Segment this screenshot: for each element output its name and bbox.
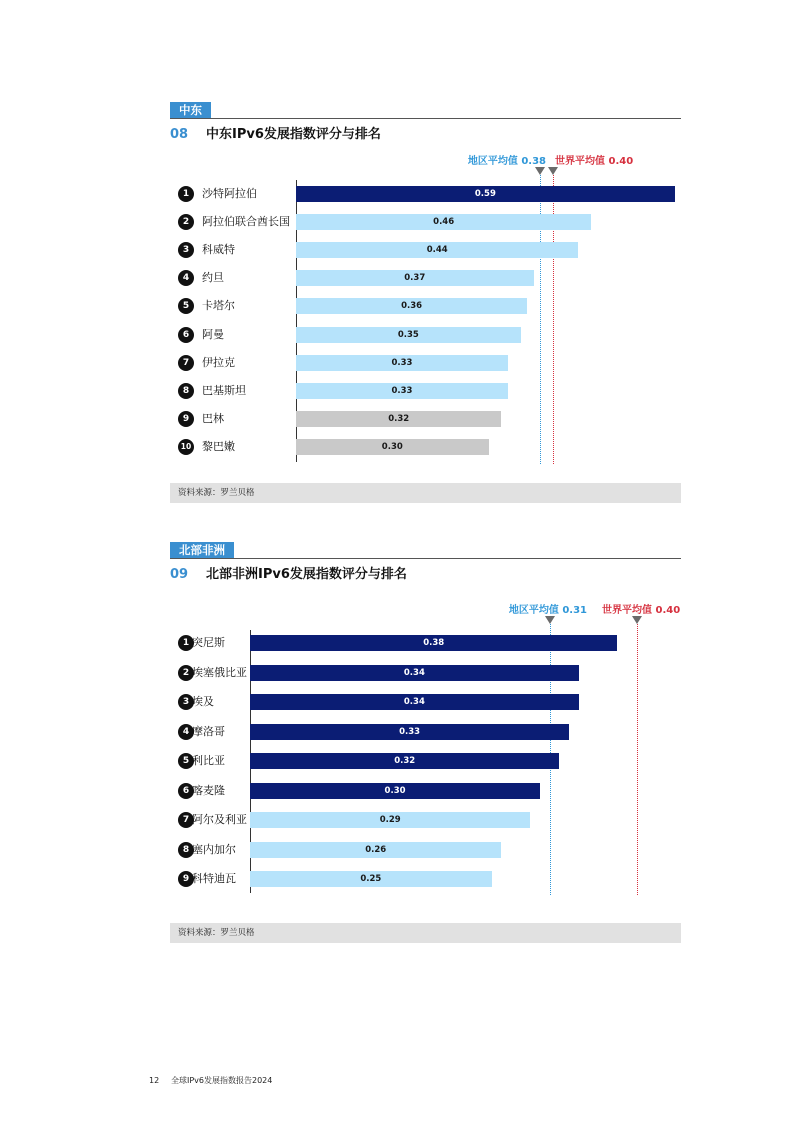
country-label: 科特迪瓦 <box>192 872 236 885</box>
country-label: 阿尔及利亚 <box>192 813 247 826</box>
bar-value-label: 0.59 <box>474 189 496 199</box>
bar <box>296 327 521 343</box>
region-tab: 中东 <box>170 102 211 118</box>
country-label: 塞内加尔 <box>192 842 236 856</box>
rank-badge: 4 <box>178 724 194 740</box>
rank-badge: 10 <box>178 439 194 455</box>
regional-average-label: 地区平均值 0.38 <box>467 156 546 167</box>
bar-value-label: 0.33 <box>391 357 413 368</box>
world-average-label: 世界平均值 0.40 <box>555 156 634 167</box>
rank-badge: 6 <box>178 783 194 799</box>
country-label: 黎巴嫩 <box>202 439 235 453</box>
country-label: 阿拉伯联合酋长国 <box>202 215 290 229</box>
regional-average-label: 地区平均值 0.31 <box>508 605 587 616</box>
chart-row <box>170 721 681 743</box>
country-label: 卡塔尔 <box>202 299 235 313</box>
rank-badge: 8 <box>178 842 194 858</box>
bar-value-label: 0.30 <box>381 441 403 452</box>
chart-row <box>170 780 681 802</box>
country-label: 沙特阿拉伯 <box>202 187 257 200</box>
chart-number: 08 <box>170 127 189 142</box>
page-number: 12 <box>149 1076 160 1085</box>
world-average-marker <box>632 616 642 624</box>
country-label: 突尼斯 <box>192 636 225 649</box>
rank-badge: 9 <box>178 871 194 887</box>
rank-badge: 1 <box>178 186 194 202</box>
bar-value-label: 0.38 <box>423 638 445 648</box>
bar-value-label: 0.32 <box>388 413 410 424</box>
bar-value-label: 0.44 <box>426 245 448 256</box>
chart-row <box>170 408 681 430</box>
country-label: 科威特 <box>202 243 235 257</box>
report-title: 全球IPv6发展指数报告2024 <box>171 1076 273 1085</box>
bar-value-label: 0.29 <box>379 815 401 825</box>
rank-badge: 6 <box>178 327 194 343</box>
country-label: 巴基斯坦 <box>202 383 246 397</box>
country-label: 阿曼 <box>202 327 224 341</box>
rank-badge: 3 <box>178 242 194 258</box>
chart-row <box>170 211 681 233</box>
middle-east-section <box>170 102 681 504</box>
chart-title <box>170 123 381 142</box>
bar <box>296 214 591 230</box>
chart-row <box>170 662 681 684</box>
bar <box>296 411 501 427</box>
regional-average-marker <box>535 167 545 175</box>
bar <box>250 842 501 858</box>
chart-row <box>170 839 681 861</box>
country-label: 利比亚 <box>192 754 225 767</box>
rank-badge: 5 <box>178 298 194 314</box>
bar-value-label: 0.36 <box>401 301 423 312</box>
bar <box>250 694 579 710</box>
source-note: 资料来源：罗兰贝格 <box>170 483 681 503</box>
country-label: 摩洛哥 <box>192 724 225 738</box>
north-africa-section <box>170 542 681 944</box>
page-footer <box>149 1075 272 1086</box>
country-label: 巴林 <box>202 411 224 425</box>
country-label: 埃及 <box>192 695 214 708</box>
bar <box>296 242 578 258</box>
chart-row <box>170 352 681 374</box>
regional-average-marker <box>545 616 555 624</box>
country-label: 埃塞俄比亚 <box>192 665 247 679</box>
bar <box>250 724 569 740</box>
rank-badge: 9 <box>178 411 194 427</box>
region-tab: 北部非洲 <box>170 542 234 558</box>
chart-title-text: 中东IPv6发展指数评分与排名 <box>206 127 381 142</box>
bar-value-label: 0.34 <box>403 697 425 707</box>
country-label: 伊拉克 <box>202 355 235 369</box>
bar-value-label: 0.34 <box>403 667 425 678</box>
chart-row <box>170 632 681 654</box>
chart-row <box>170 295 681 317</box>
region-divider <box>170 118 681 119</box>
chart-number: 09 <box>170 567 189 582</box>
bar <box>296 186 675 202</box>
rank-badge: 2 <box>178 665 194 681</box>
chart-row <box>170 183 681 205</box>
chart-row <box>170 324 681 346</box>
chart-title <box>170 563 407 582</box>
bar <box>296 355 508 371</box>
bar-value-label: 0.26 <box>365 844 387 855</box>
bar-value-label: 0.37 <box>404 273 426 284</box>
bar <box>296 383 508 399</box>
rank-badge: 2 <box>178 214 194 230</box>
bar <box>250 635 617 651</box>
region-divider <box>170 558 681 559</box>
chart-row <box>170 750 681 772</box>
bar <box>250 812 530 828</box>
world-average-label: 世界平均值 0.40 <box>602 605 681 616</box>
chart-row <box>170 380 681 402</box>
source-note: 资料来源：罗兰贝格 <box>170 923 681 943</box>
rank-badge: 8 <box>178 383 194 399</box>
chart-row <box>170 239 681 261</box>
rank-badge: 7 <box>178 812 194 828</box>
country-label: 约旦 <box>202 271 224 285</box>
bar <box>296 270 534 286</box>
bar-value-label: 0.25 <box>360 874 382 884</box>
chart-row <box>170 868 681 890</box>
rank-badge: 1 <box>178 635 194 651</box>
bar <box>250 783 540 799</box>
chart-row <box>170 436 681 458</box>
rank-badge: 5 <box>178 753 194 769</box>
rank-badge: 7 <box>178 355 194 371</box>
chart-row <box>170 267 681 289</box>
chart-title-text: 北部非洲IPv6发展指数评分与排名 <box>206 567 407 582</box>
bar-value-label: 0.30 <box>384 785 406 796</box>
chart-row <box>170 809 681 831</box>
rank-badge: 4 <box>178 270 194 286</box>
bar <box>250 753 559 769</box>
bar <box>250 871 492 887</box>
bar-value-label: 0.35 <box>397 329 419 340</box>
bar <box>250 665 579 681</box>
bar-value-label: 0.33 <box>399 726 421 737</box>
chart-row <box>170 691 681 713</box>
bar <box>296 298 527 314</box>
bar-value-label: 0.46 <box>433 217 455 228</box>
bar-value-label: 0.33 <box>391 385 413 396</box>
country-label: 喀麦隆 <box>192 783 225 797</box>
world-average-marker <box>548 167 558 175</box>
rank-badge: 3 <box>178 694 194 710</box>
bar-value-label: 0.32 <box>394 756 416 766</box>
bar <box>296 439 489 455</box>
